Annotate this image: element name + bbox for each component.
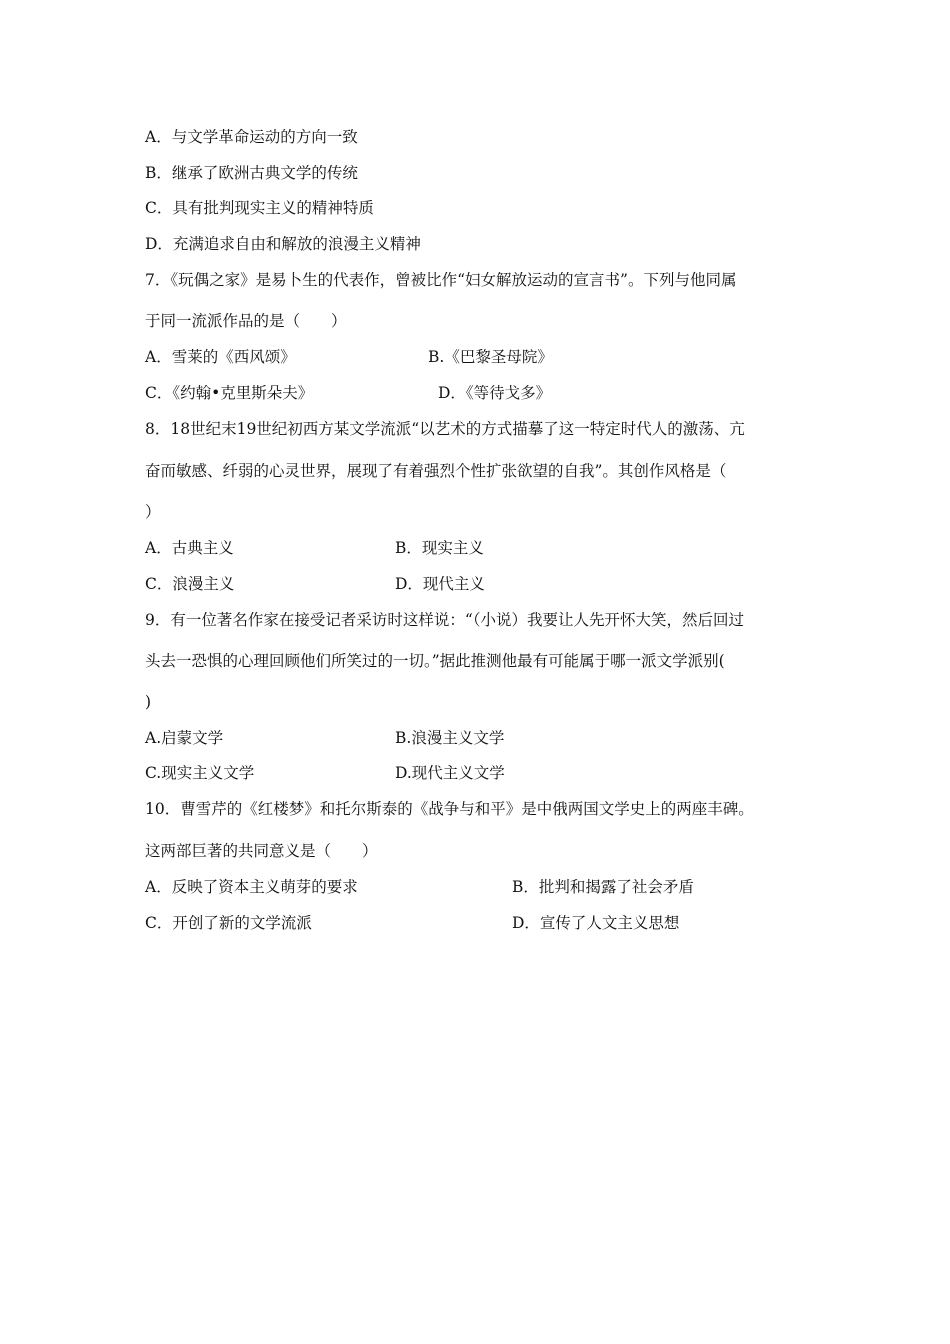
q8-option-b: B．现实主义 <box>395 539 484 557</box>
q7-stem-line2: 于同一流派作品的是（ ） <box>145 312 347 330</box>
q7-option-a: A．雪莱的《西风颂》 <box>145 348 296 366</box>
q9-option-a: A.启蒙文学 <box>145 729 224 747</box>
q7-stem-line1: 7．《玩偶之家》是易卜生的代表作，曾被比作“妇女解放运动的宣言书”。下列与他同属 <box>145 271 737 289</box>
q7-option-b: B.《巴黎圣母院》 <box>428 348 553 366</box>
q8-stem-line2: 奋而敏感、纤弱的心灵世界，展现了有着强烈个性扩张欲望的自我”。其创作风格是（ <box>145 462 727 480</box>
q6-option-a: A．与文学革命运动的方向一致 <box>145 128 358 146</box>
q6-option-b: B．继承了欧洲古典文学的传统 <box>145 164 358 182</box>
q8-stem-line3: ） <box>145 503 161 521</box>
q9-option-b: B.浪漫主义文学 <box>395 729 505 747</box>
q10-option-c: C．开创了新的文学流派 <box>145 914 312 932</box>
q8-option-c: C．浪漫主义 <box>145 575 235 593</box>
q7-option-c: C．《约翰•克里斯朵夫》 <box>145 384 314 402</box>
q10-stem-line1: 10．曹雪芹的《红楼梦》和托尔斯泰的《战争与和平》是中俄两国文学史上的两座丰碑。 <box>145 800 754 818</box>
q7-option-d: D．《等待戈多》 <box>438 384 552 402</box>
q9-option-c: C.现实主义文学 <box>145 764 255 782</box>
q10-option-b: B．批判和揭露了社会矛盾 <box>512 878 694 896</box>
q9-stem-line3: ) <box>145 693 152 711</box>
q9-option-d: D.现代主义文学 <box>395 764 505 782</box>
q10-option-a: A．反映了资本主义萌芽的要求 <box>145 878 358 896</box>
q8-stem-line1: 8．18世纪末19世纪初西方某文学流派“以艺术的方式描摹了这一特定时代人的激荡、亢 <box>145 420 745 438</box>
q6-option-d: D．充满追求自由和解放的浪漫主义精神 <box>145 235 421 253</box>
q9-stem-line2: 头去一恐惧的心理回顾他们所笑过的一切。”据此推测他最有可能属于哪一派文学派别( <box>145 652 725 670</box>
q10-option-d: D．宣传了人文主义思想 <box>512 914 680 932</box>
q8-option-d: D．现代主义 <box>395 575 485 593</box>
q10-stem-line2: 这两部巨著的共同意义是（ ） <box>145 842 378 860</box>
q6-option-c: C．具有批判现实主义的精神特质 <box>145 199 374 217</box>
q9-stem-line1: 9．有一位著名作家在接受记者采访时这样说：“（小说）我要让人先开怀大笑，然后回过 <box>145 611 745 629</box>
q8-option-a: A．古典主义 <box>145 539 234 557</box>
